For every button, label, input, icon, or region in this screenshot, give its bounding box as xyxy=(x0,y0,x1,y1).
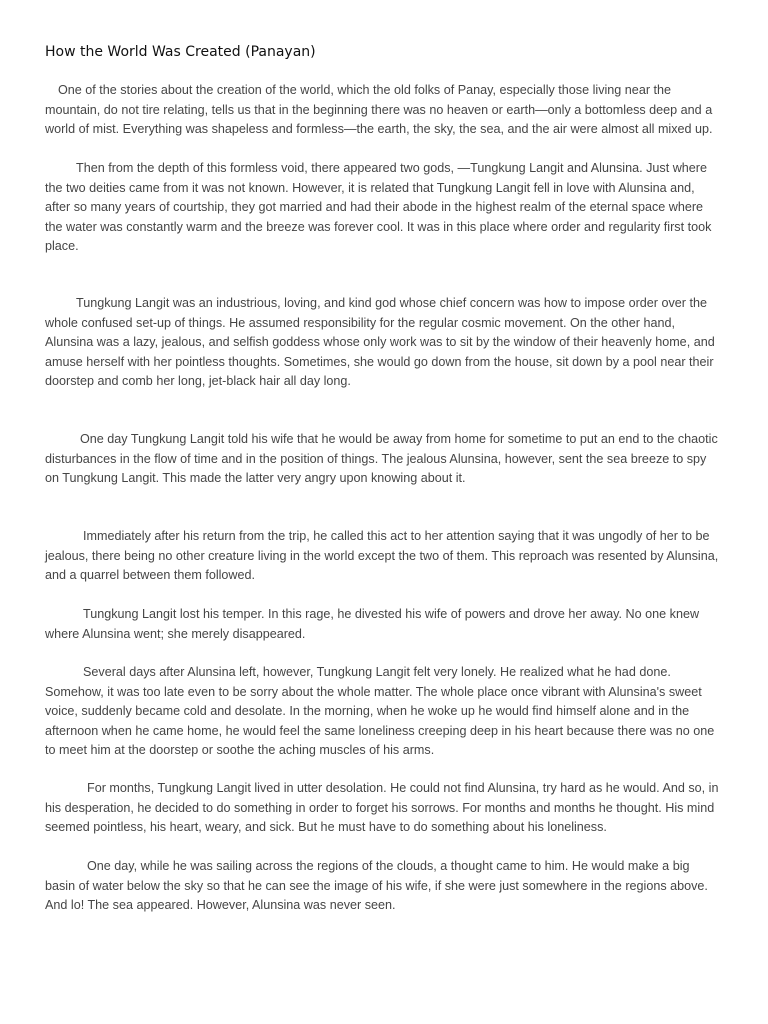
paragraph-1: One of the stories about the creation of the world, which the old folks of Panay, especially those living near the mountain, do not tire relating, tells us that in the beginning there was no heaven or earth—only a bottomless deep and a world of mist. Everything was shapeless and formless—the earth, the sky, the sea, and the air were almost all mixed up. xyxy=(45,83,713,137)
paragraph-7: Several days after Alunsina left, however, Tungkung Langit felt very lonely. He realized what he had done. Somehow, it was too late even to be sorry about the whole matter. The whole place once vibrant with Alunsina's sweet voice, suddenly became cold and desolate. In the morning, when he woke up he would find himself alone and in the afternoon when he came home, he would feel the same loneliness creeping deep in his heart because there was no one to meet him at the doorstep or soothe the aching muscles of his arms. xyxy=(45,665,715,758)
paragraph-3: Tungkung Langit was an industrious, loving, and kind god whose chief concern was how to impose order over the whole confused set-up of things. He assumed responsibility for the regular cosmic movement. On the other hand, Alunsina was a lazy, jealous, and selfish goddess whose only work was to sit by the window of their heavenly home, and amuse herself with her pointless thoughts. Sometimes, she would go down from the house, sit down by a pool near their doorstep and comb her long, jet-black hair all day long. xyxy=(45,296,715,389)
paragraph-6: Tungkung Langit lost his temper. In this rage, he divested his wife of powers and drove her away. No one knew where Alunsina went; she merely disappeared. xyxy=(45,607,700,641)
paragraph-9: One day, while he was sailing across the regions of the clouds, a thought came to him. He would make a big basin of water below the sky so that he can see the image of his wife, if she were just somewhere in the regions above. And lo! The sea appeared. However, Alunsina was never seen. xyxy=(45,859,708,913)
paragraph-8: For months, Tungkung Langit lived in utter desolation. He could not find Alunsina, try hard as he would. And so, in his desperation, he decided to do something in order to forget his sorrows. For months and months he thought. His mind seemed pointless, his heart, weary, and sick. But he must have to do something about his loneliness. xyxy=(45,781,719,835)
paragraph-4: One day Tungkung Langit told his wife that he would be away from home for sometime to put an end to the chaotic disturbances in the flow of time and in the position of things. The jealous Alunsina, however, sent the sea breeze to spy on Tungkung Langit. This made the latter very angry upon knowing about it. xyxy=(45,432,718,486)
paragraph-2: Then from the depth of this formless void, there appeared two gods, —Tungkung Langit and Alunsina. Just where the two deities came from it was not known. However, it is related that Tungkung Langit fell in love with Alunsina and, after so many years of courtship, they got married and had their abode in the highest realm of the eternal space where the water was constantly warm and the breeze was forever cool. It was in this place where order and regularity first took place. xyxy=(45,161,712,254)
paragraph-5: Immediately after his return from the trip, he called this act to her attention saying that it was ungodly of her to be jealous, there being no other creature living in the world except the two of them. This reproach was resented by Alunsina, and a quarrel between them followed. xyxy=(45,529,719,583)
page-title: How the World Was Created (Panayan) xyxy=(45,44,316,60)
